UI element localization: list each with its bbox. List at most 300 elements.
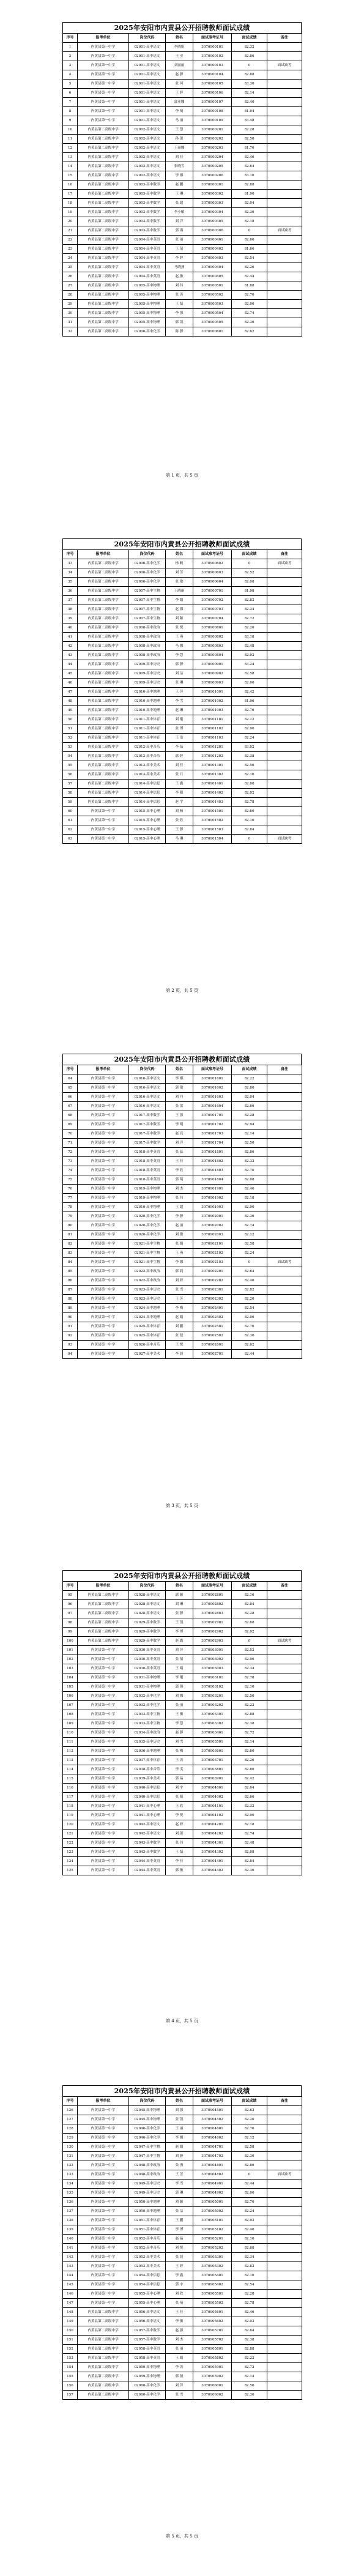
table-cell: 02001-高中语文 [129, 107, 166, 116]
table-cell: 王 鹏 [166, 2216, 193, 2225]
table-cell: 52 [63, 734, 78, 743]
column-header: 报考单位 [78, 1065, 129, 1074]
table-cell: 王 佳 [166, 2308, 193, 2317]
table-cell: 136 [63, 2198, 78, 2207]
table-cell: 内黄县第一中学 [78, 1729, 129, 1738]
table-cell: 82.30 [232, 2391, 267, 2400]
table-cell [267, 1286, 302, 1295]
table-cell: 156 [63, 2381, 78, 2391]
table-cell: 02050-高中地理 [129, 2207, 166, 2216]
table-cell: 82.76 [232, 2124, 267, 2134]
table-cell: 3070900108 [193, 107, 232, 116]
table-cell [267, 2161, 302, 2170]
table-cell: 02036-高中地理 [129, 1747, 166, 1756]
table-cell: 内黄县第一中学 [78, 1166, 129, 1175]
table-cell: 3070903102 [193, 1683, 232, 1692]
table-row [63, 835, 302, 844]
table-cell: 02058-高中英语 [129, 2354, 166, 2363]
table-cell: 82.94 [232, 1120, 267, 1130]
column-header: 岗位代码 [129, 34, 166, 43]
table-cell: 内黄县第二高级中学 [78, 300, 129, 309]
table-cell: 02031-高中物理 [129, 1683, 166, 1692]
table-cell: 3070900604 [193, 578, 232, 587]
table-cell: 刘 佳 [166, 761, 193, 770]
table-row [63, 107, 302, 116]
table-cell: 83.02 [232, 743, 267, 752]
table-cell: 02014-高中信息 [129, 789, 166, 798]
table-cell: 3070902701 [193, 1350, 232, 1359]
table-cell: 112 [63, 1747, 78, 1756]
table-cell: 王 娟 [166, 1664, 193, 1673]
table-cell [267, 798, 302, 807]
table-cell: 李 晨 [166, 1350, 193, 1359]
table-cell [267, 1350, 302, 1359]
table-cell: 内黄县第一中学 [78, 1074, 129, 1084]
table-cell: 马 琳 [166, 835, 193, 844]
table-cell: 3070900203 [193, 144, 232, 153]
table-cell: 74 [63, 1166, 78, 1175]
table-cell: 82 [63, 1240, 78, 1249]
table-cell [267, 1765, 302, 1774]
table-cell: 内黄县第一中学 [78, 1664, 129, 1673]
table-cell: 刘 琳 [166, 1600, 193, 1609]
table-cell: 146 [63, 2290, 78, 2299]
table-cell: 82.62 [232, 327, 267, 337]
table-cell: 02029-高中数学 [129, 1637, 166, 1646]
table-cell [267, 144, 302, 153]
table-cell: 122 [63, 1839, 78, 1848]
table-cell [267, 1130, 302, 1139]
table-cell: 张 雪 [166, 2391, 193, 2400]
table-cell: 82.96 [232, 1655, 267, 1664]
table-cell [267, 2180, 302, 2189]
table-cell: 张 珂 [166, 80, 193, 89]
table-cell: 3070900304 [193, 208, 232, 217]
table-row [63, 568, 302, 578]
table-cell: 142 [63, 2253, 78, 2262]
table-row [63, 1175, 302, 1185]
table-cell: 02040-高中信息 [129, 1784, 166, 1793]
table-row [63, 1637, 302, 1646]
table-cell [267, 2317, 302, 2326]
table-row [63, 281, 302, 291]
table-cell: 82.56 [232, 2381, 267, 2391]
table-cell: 刘 刚 [166, 715, 193, 724]
table-cell: 82.84 [232, 1600, 267, 1609]
table-cell: 3070900704 [193, 614, 232, 624]
table-cell: 10 [63, 125, 78, 135]
table-cell: 3070905701 [193, 2326, 232, 2336]
table-row [63, 1203, 302, 1212]
table-row [63, 798, 302, 807]
table-cell: 王 欣 [166, 1802, 193, 1811]
table-row [63, 1240, 302, 1249]
table-cell: 02045-高中物理 [129, 2106, 166, 2115]
table-cell: 44 [63, 660, 78, 669]
table-cell: 杨 帆 [166, 559, 193, 568]
table-cell: 82.16 [232, 1591, 267, 1600]
table-cell: 38 [63, 605, 78, 614]
table-cell: 02051-高中体育 [129, 2216, 166, 2225]
table-cell: 119 [63, 1811, 78, 1820]
table-cell: 李 雪 [166, 697, 193, 706]
table-cell: 02043-高中数学 [129, 1848, 166, 1857]
table-cell: 02030-高中英语 [129, 1664, 166, 1673]
table-row [63, 1591, 302, 1600]
table-cell: 128 [63, 2124, 78, 2134]
table-cell: 82.20 [232, 624, 267, 633]
table-cell: 02009-高中历史 [129, 660, 166, 669]
table-cell: 82.00 [232, 679, 267, 688]
table-cell: 刘 洋 [166, 217, 193, 226]
table-row [63, 1729, 302, 1738]
table-cell: 内黄县第一中学 [78, 1331, 129, 1341]
table-cell: 149 [63, 2317, 78, 2326]
table-cell: 02037-高中体育 [129, 1756, 166, 1765]
table-cell: 内黄县第一中学 [78, 80, 129, 89]
table-cell: 02011-高中体育 [129, 734, 166, 743]
score-table [62, 1065, 302, 1359]
table-cell: 3070900802 [193, 633, 232, 642]
table-cell: 3070905401 [193, 2271, 232, 2280]
table-cell [267, 2189, 302, 2198]
table-cell: 刘 洋 [166, 1139, 193, 1148]
table-cell: 02021-高中生物 [129, 1258, 166, 1267]
column-header: 面试成绩 [232, 34, 267, 43]
table-cell: 82.08 [232, 578, 267, 587]
table-cell [267, 587, 302, 596]
table-title: 2025年安阳市内黄县公开招聘教师面试成绩 [62, 22, 302, 33]
table-cell: 02041-高中心理 [129, 1811, 166, 1820]
table-cell: 内黄县第一中学 [78, 1857, 129, 1866]
table-cell: 1 [63, 43, 78, 52]
table-cell: 内黄县第一中学 [78, 1093, 129, 1102]
table-cell: 105 [63, 1683, 78, 1692]
table-cell: 内黄县第二高级中学 [78, 679, 129, 688]
table-cell: 内黄县第二高级中学 [78, 596, 129, 605]
table-cell: 3070902102 [193, 1249, 232, 1258]
table-cell: 02055-高中心理 [129, 2290, 166, 2299]
table-cell: 82.50 [232, 135, 267, 144]
table-cell: 3070900109 [193, 116, 232, 125]
table-cell: 3070900703 [193, 605, 232, 614]
table-cell [267, 2363, 302, 2372]
score-table [62, 1581, 302, 1875]
table-cell: 3070900401 [193, 236, 232, 245]
table-row [63, 1756, 302, 1765]
table-cell: 82.48 [232, 642, 267, 651]
table-cell [267, 162, 302, 171]
table-cell: 02039-高中美术 [129, 1774, 166, 1784]
table-cell: 145 [63, 2280, 78, 2290]
table-cell: 3070905801 [193, 2345, 232, 2354]
table-cell: 115 [63, 1774, 78, 1784]
table-cell [267, 1600, 302, 1609]
table-cell: 张 梅 [166, 1747, 193, 1756]
table-cell: 内黄县第二高级中学 [78, 605, 129, 614]
table-cell: 02015-高中心理 [129, 825, 166, 835]
table-cell: 3070900305 [193, 217, 232, 226]
table-cell: 3070903401 [193, 1729, 232, 1738]
table-cell: 3070903801 [193, 1765, 232, 1774]
table-cell [267, 1646, 302, 1655]
table-row [63, 2180, 302, 2189]
column-header: 姓名 [166, 1582, 193, 1591]
table-cell: 郭 燕 [166, 226, 193, 236]
table-cell: 内黄县第一中学 [78, 1747, 129, 1756]
table-cell: 82.62 [232, 2106, 267, 2115]
table-cell [267, 1609, 302, 1618]
table-row [63, 715, 302, 724]
table-cell: 李 涛 [166, 2363, 193, 2372]
table-cell: 赵 鑫 [166, 1637, 193, 1646]
table-cell: 02050-高中地理 [129, 2198, 166, 2207]
table-cell: 3070901002 [193, 697, 232, 706]
table-cell: 102 [63, 1655, 78, 1664]
table-cell: 郭 敏 [166, 1866, 193, 1875]
table-cell [267, 660, 302, 669]
table-cell [267, 706, 302, 715]
table-cell: 内黄县第一中学 [78, 1692, 129, 1701]
table-cell: 02029-高中数学 [129, 1618, 166, 1628]
table-cell: 5 [63, 80, 78, 89]
table-cell: 内黄县第一中学 [78, 1185, 129, 1194]
table-row [63, 2262, 302, 2271]
column-header: 备注 [267, 1582, 302, 1591]
table-cell: 82.40 [232, 2225, 267, 2235]
table-cell: 58 [63, 789, 78, 798]
table-cell: 02030-高中英语 [129, 1646, 166, 1655]
table-cell: 26 [63, 272, 78, 281]
table-cell: 王 萍 [166, 688, 193, 697]
table-cell [267, 1157, 302, 1166]
table-cell: 孙 蕾 [166, 135, 193, 144]
table-cell: 96 [63, 1600, 78, 1609]
table-cell: 3070900603 [193, 568, 232, 578]
table-cell: 82.20 [232, 2115, 267, 2124]
table-cell [267, 1139, 302, 1148]
table-cell: 内黄县第二高级中学 [78, 578, 129, 587]
table-cell: 42 [63, 642, 78, 651]
table-cell: 81.88 [232, 281, 267, 291]
table-cell: 132 [63, 2161, 78, 2170]
table-cell: 82.92 [232, 651, 267, 660]
table-cell: 郭 静 [166, 660, 193, 669]
table-row [63, 1866, 302, 1875]
table-cell [267, 633, 302, 642]
table-cell: 02010-高中地理 [129, 697, 166, 706]
table-cell: 82.14 [232, 89, 267, 98]
table-cell: 02008-高中政治 [129, 633, 166, 642]
table-cell: 143 [63, 2262, 78, 2271]
table-cell: 54 [63, 752, 78, 761]
table-row [63, 1609, 302, 1618]
table-cell: 李 娜 [166, 1074, 193, 1084]
table-row [63, 807, 302, 816]
table-cell: 刘 洁 [166, 669, 193, 679]
table-cell: 内黄县第一中学 [78, 1802, 129, 1811]
table-cell [267, 752, 302, 761]
table-cell: 3070901503 [193, 825, 232, 835]
table-cell [267, 263, 302, 272]
table-cell: 19 [63, 208, 78, 217]
table-cell: 内黄县第一中学 [78, 807, 129, 816]
table-cell: 内黄县第一中学 [78, 1341, 129, 1350]
table-cell: 02007-高中生物 [129, 605, 166, 614]
table-row [63, 61, 302, 70]
table-cell: 王 丽 [166, 2124, 193, 2134]
table-row [63, 1194, 302, 1203]
table-cell: 内黄县第二高级中学 [78, 770, 129, 780]
table-cell: 65 [63, 1084, 78, 1093]
table-cell: 109 [63, 1719, 78, 1729]
table-cell: 118 [63, 1802, 78, 1811]
table-cell: 内黄县第一中学 [78, 825, 129, 835]
table-cell: 82.84 [232, 825, 267, 835]
table-cell: 内黄县第一中学 [78, 1756, 129, 1765]
table-cell: 王 燕 [166, 633, 193, 642]
table-cell: 0 [232, 226, 267, 236]
table-cell: 内黄县第二高级中学 [78, 1628, 129, 1637]
table-cell: 117 [63, 1793, 78, 1802]
table-cell: 02008-高中政治 [129, 624, 166, 633]
table-cell: 赵 娟 [166, 2143, 193, 2152]
table-row [63, 1664, 302, 1673]
table-cell: 3 [63, 61, 78, 70]
table-cell [267, 2225, 302, 2235]
table-row [63, 43, 302, 52]
table-cell [267, 614, 302, 624]
table-cell: 面试缺考 [267, 226, 302, 236]
table-cell: 张 丽 [166, 236, 193, 245]
table-cell: 面试缺考 [267, 835, 302, 844]
table-cell: 3070900803 [193, 642, 232, 651]
table-cell: 82.52 [232, 1646, 267, 1655]
table-cell: 内黄县第一中学 [78, 1811, 129, 1820]
table-cell [267, 669, 302, 679]
table-cell: 02004-高中英语 [129, 263, 166, 272]
table-cell: 0 [232, 61, 267, 70]
table-cell [267, 1793, 302, 1802]
table-cell: 02008-高中政治 [129, 651, 166, 660]
table-cell: 02047-高中生物 [129, 2152, 166, 2161]
table-cell: 3070900405 [193, 272, 232, 281]
table-cell: 82.58 [232, 669, 267, 679]
table-cell: 82.34 [232, 2253, 267, 2262]
table-cell: 内黄县第二高级中学 [78, 199, 129, 208]
table-cell: 3070902001 [193, 1212, 232, 1221]
table-cell [267, 1240, 302, 1249]
table-cell: 内黄县第二高级中学 [78, 254, 129, 263]
table-row [63, 254, 302, 263]
table-cell: 02003-高中数学 [129, 208, 166, 217]
table-cell [267, 605, 302, 614]
table-cell: 02060-高中化学 [129, 2381, 166, 2391]
table-cell: 48 [63, 697, 78, 706]
table-cell: 内黄县第二高级中学 [78, 789, 129, 798]
table-cell: 内黄县第一中学 [78, 835, 129, 844]
table-cell: 3070903202 [193, 1701, 232, 1710]
table-row [63, 2372, 302, 2381]
table-cell: 3070902902 [193, 1628, 232, 1637]
table-cell: 刘 雪 [166, 1738, 193, 1747]
table-row [63, 679, 302, 688]
table-cell [267, 80, 302, 89]
table-cell: 86 [63, 1276, 78, 1286]
table-cell: 02048-高中政治 [129, 2170, 166, 2180]
table-row [63, 116, 302, 125]
table-cell: 140 [63, 2235, 78, 2244]
table-cell: 82.66 [232, 236, 267, 245]
table-cell: 82.82 [232, 596, 267, 605]
table-cell: 刘 萍 [166, 2381, 193, 2391]
table-cell: 02016-高中语文 [129, 1093, 166, 1102]
page-footer: 第 5 页，共 5 页 [166, 2534, 198, 2539]
table-row [63, 724, 302, 734]
table-cell [267, 1830, 302, 1839]
table-cell: 张 月 [166, 770, 193, 780]
table-cell: 106 [63, 1692, 78, 1701]
table-cell [267, 98, 302, 107]
table-cell: 3070901702 [193, 1120, 232, 1130]
table-cell: 内黄县第一中学 [78, 2253, 129, 2262]
table-row [63, 1765, 302, 1774]
table-row [63, 780, 302, 789]
table-row [63, 2170, 302, 2180]
table-cell [267, 1341, 302, 1350]
table-row [63, 1628, 302, 1637]
table-cell: 3070905201 [193, 2235, 232, 2244]
table-row [63, 171, 302, 181]
table-cell: 郭 婷 [166, 752, 193, 761]
table-cell: 张晓雪 [166, 162, 193, 171]
table-row [63, 217, 302, 226]
table-cell [267, 1683, 302, 1692]
table-cell: 134 [63, 2180, 78, 2189]
table-cell [267, 1267, 302, 1276]
table-row [63, 1074, 302, 1084]
table-row [63, 1267, 302, 1276]
table-cell: 张 凯 [166, 2115, 193, 2124]
table-row [63, 1148, 302, 1157]
table-row [63, 743, 302, 752]
table-cell: 3070901501 [193, 807, 232, 816]
table-cell [267, 245, 302, 254]
table-cell: 内黄县第二高级中学 [78, 660, 129, 669]
table-cell: 内黄县第一中学 [78, 1866, 129, 1875]
table-cell: 内黄县第一中学 [78, 1304, 129, 1313]
column-header: 姓名 [166, 2097, 193, 2106]
table-row [63, 1618, 302, 1628]
table-cell: 82.74 [232, 1830, 267, 1839]
score-table [62, 2096, 302, 2400]
table-cell: 02005-高中物理 [129, 281, 166, 291]
table-row [63, 1830, 302, 1839]
score-table-wrap [62, 538, 302, 844]
page-footer: 第 2 页，共 5 页 [166, 988, 198, 993]
table-cell [267, 2106, 302, 2115]
table-cell: 14 [63, 162, 78, 171]
table-cell [267, 1313, 302, 1322]
table-row [63, 2124, 302, 2134]
table-cell: 82.90 [232, 1203, 267, 1212]
table-cell: 82.04 [232, 199, 267, 208]
table-row [63, 770, 302, 780]
table-cell: 24 [63, 254, 78, 263]
table-cell: 3070905102 [193, 2225, 232, 2235]
table-cell: 82.64 [232, 1267, 267, 1276]
table-cell: 赵 强 [166, 2326, 193, 2336]
